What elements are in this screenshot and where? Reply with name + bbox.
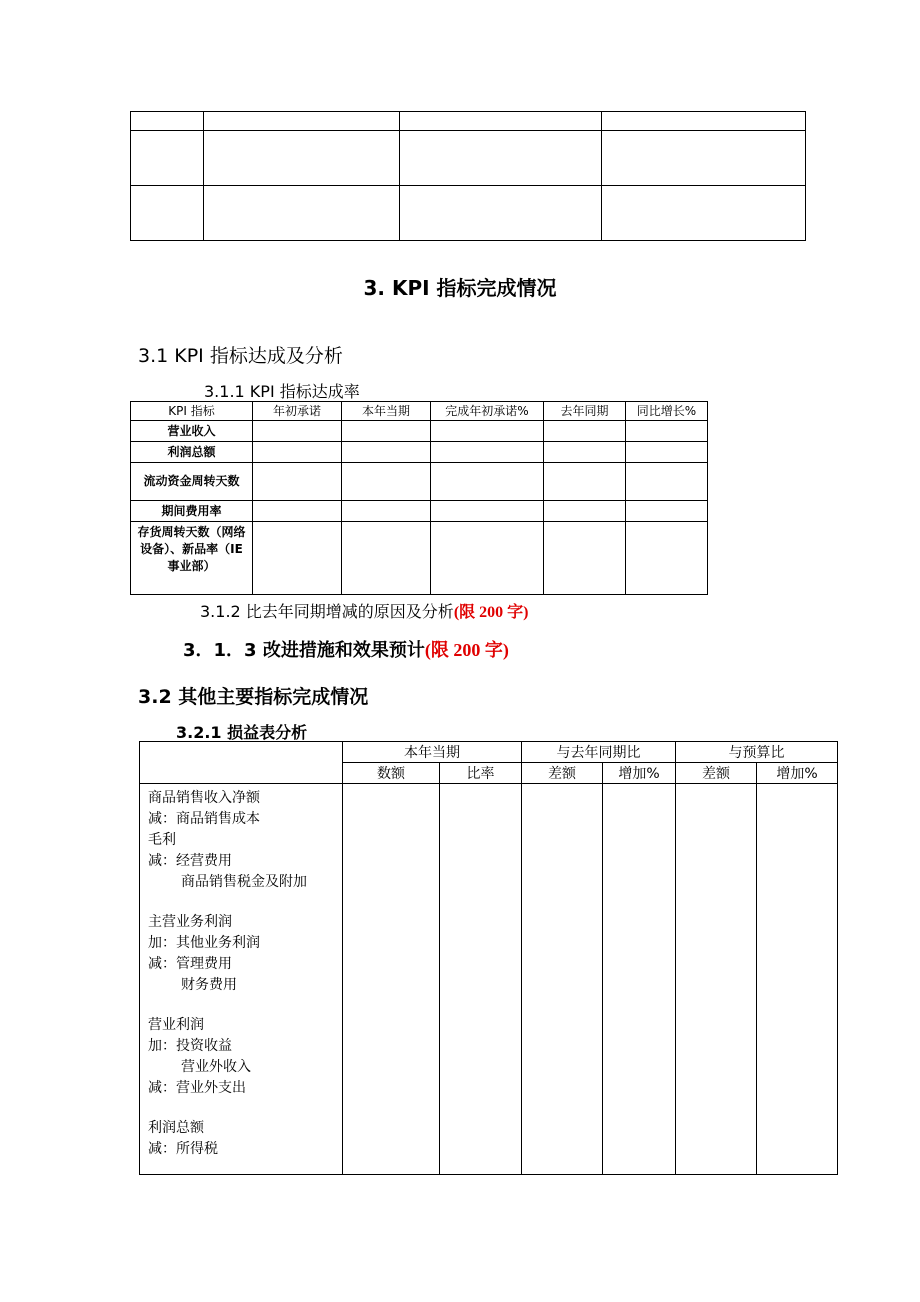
kpi-header: 同比增长% xyxy=(626,402,708,421)
pl-sub-header: 增加% xyxy=(603,763,676,784)
kpi-row-label: 期间费用率 xyxy=(131,501,253,522)
kpi-row-label: 存货周转天数（网络设备）、新品率（IE 事业部） xyxy=(131,522,253,595)
pl-sub-header: 比率 xyxy=(440,763,522,784)
kpi-row-label: 利润总额 xyxy=(131,442,253,463)
pl-row-label: 商品销售税金及附加 xyxy=(181,874,307,890)
top-empty-table xyxy=(130,111,806,241)
section-3-title: 3. KPI 指标完成情况 xyxy=(363,276,557,300)
pl-row-label: 减：所得税 xyxy=(148,1141,218,1157)
pl-sub-header: 增加% xyxy=(757,763,838,784)
pl-row-label: 毛利 xyxy=(148,832,176,848)
section-3-2-title: 3.2 其他主要指标完成情况 xyxy=(138,686,369,708)
kpi-header: 完成年初承诺% xyxy=(431,402,544,421)
kpi-header: 本年当期 xyxy=(342,402,431,421)
pl-row-label: 商品销售收入净额 xyxy=(148,790,260,806)
pl-row-label: 营业外收入 xyxy=(181,1059,251,1075)
section-3-1-2-text: 3.1.2 比去年同期增减的原因及分析 xyxy=(200,602,454,621)
pl-row-label: 加：其他业务利润 xyxy=(148,935,260,951)
section-3-1-title: 3.1 KPI 指标达成及分析 xyxy=(138,345,343,367)
pl-group-header: 与去年同期比 xyxy=(522,742,676,763)
section-3-1-2-limit: (限 200 字) xyxy=(453,604,529,621)
section-3-1-3-text: 3．1．3 改进措施和效果预计 xyxy=(183,640,425,661)
pl-row-label: 主营业务利润 xyxy=(148,914,232,930)
pl-row-label: 利润总额 xyxy=(148,1120,204,1136)
pl-group-header: 与预算比 xyxy=(676,742,838,763)
kpi-header: 年初承诺 xyxy=(253,402,342,421)
pl-row-label: 减：经营费用 xyxy=(148,853,232,869)
kpi-header: 去年同期 xyxy=(544,402,626,421)
kpi-table xyxy=(130,401,708,595)
pl-row-label: 财务费用 xyxy=(181,977,237,993)
section-3-1-2-title xyxy=(200,599,528,622)
pl-sub-header: 差额 xyxy=(522,763,603,784)
kpi-header: KPI 指标 xyxy=(131,402,253,421)
kpi-row-label: 流动资金周转天数 xyxy=(131,463,253,501)
pl-row-label: 减：营业外支出 xyxy=(148,1080,246,1096)
pl-row-label: 减：管理费用 xyxy=(148,956,232,972)
pl-row-labels xyxy=(140,784,343,1175)
pl-sub-header: 差额 xyxy=(676,763,757,784)
section-3-2-1-title: 3.2.1 损益表分析 xyxy=(176,723,308,742)
pl-sub-header: 数额 xyxy=(343,763,440,784)
section-3-1-3-title xyxy=(183,636,509,662)
pl-row-label: 营业利润 xyxy=(148,1017,204,1033)
section-3-1-3-limit: (限 200 字) xyxy=(424,640,509,660)
pl-group-header: 本年当期 xyxy=(343,742,522,763)
pl-row-label: 减：商品销售成本 xyxy=(148,811,260,827)
kpi-row-label: 营业收入 xyxy=(131,421,253,442)
pl-row-label: 加：投资收益 xyxy=(148,1038,232,1054)
income-statement-table xyxy=(139,741,838,1175)
section-3-1-1-title: 3.1.1 KPI 指标达成率 xyxy=(204,382,360,401)
